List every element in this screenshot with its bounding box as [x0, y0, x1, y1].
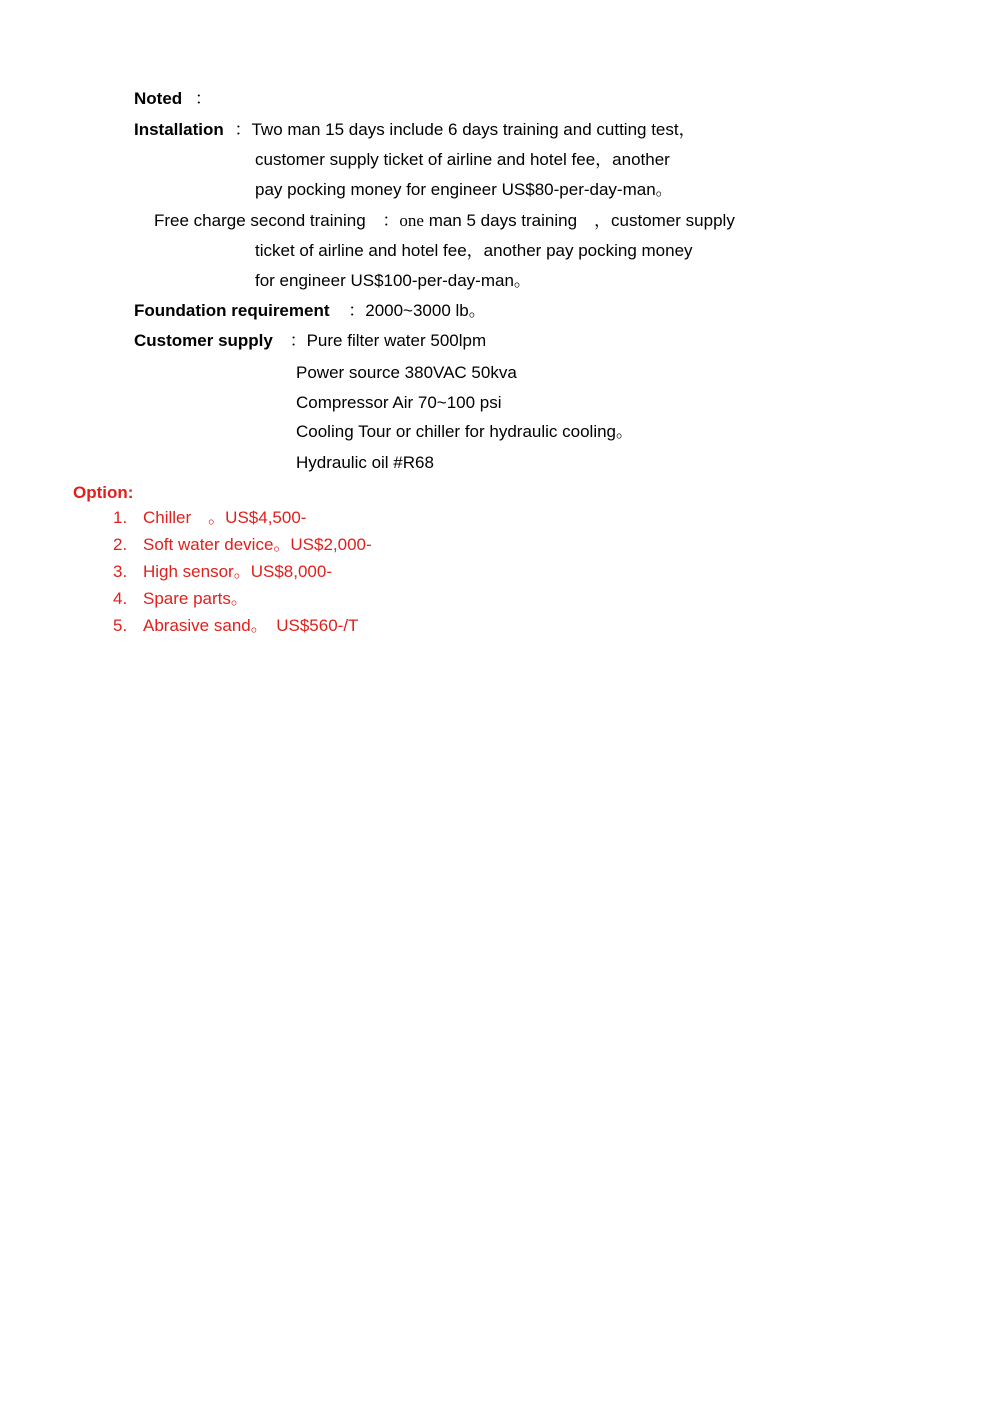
second-training-text-1: man 5 days training ，customer supply: [423, 211, 735, 230]
customer-supply-item-5: Hydraulic oil #R68: [296, 453, 434, 472]
option-item-text: Spare parts。: [143, 589, 248, 608]
option-item-text: Abrasive sand。 US$560-/T: [143, 616, 359, 635]
installation-label: Installation: [134, 120, 224, 139]
second-training-line-2: ticket of airline and hotel fee，another pay pocking money: [255, 241, 693, 260]
option-item: [113, 507, 306, 529]
customer-supply-item-4: Cooling Tour or chiller for hydraulic cooling。: [296, 422, 634, 441]
option-item-text: Chiller 。US$4,500-: [143, 508, 307, 527]
option-item-number: 1.: [113, 508, 128, 527]
foundation-label: Foundation requirement: [134, 301, 330, 320]
noted-heading: [134, 88, 212, 110]
option-item: [113, 534, 372, 556]
option-item-number: 3.: [113, 562, 128, 581]
customer-supply-item-1: ：Pure filter water 500lpm: [289, 331, 487, 350]
option-item-number: 2.: [113, 535, 128, 554]
second-training-label: Free charge second training: [154, 211, 366, 230]
customer-supply-line-1: [134, 330, 486, 352]
option-item: [113, 588, 248, 610]
option-item: [113, 615, 358, 637]
customer-supply-item-2: Power source 380VAC 50kva: [296, 363, 517, 382]
option-heading: Option:: [73, 483, 134, 502]
installation-line-3: pay pocking money for engineer US$80-per-day-man。: [255, 180, 673, 199]
option-item-number: 4.: [113, 589, 128, 608]
option-item-text: Soft water device。US$2,000-: [143, 535, 372, 554]
foundation-line: [134, 300, 486, 322]
noted-label: Noted: [134, 89, 183, 108]
installation-text-1: ：Two man 15 days include 6 days training and cutting test，: [234, 120, 696, 139]
second-training-one: one: [399, 211, 424, 230]
installation-line-2: customer supply ticket of airline and hotel fee，another: [255, 150, 670, 169]
option-item-text: High sensor。US$8,000-: [143, 562, 332, 581]
installation-line-1: [134, 119, 696, 141]
customer-supply-label: Customer supply: [134, 331, 273, 350]
second-training-colon: ：: [382, 211, 400, 230]
option-item-number: 5.: [113, 616, 128, 635]
noted-colon: ：: [194, 89, 212, 108]
second-training-line-3: for engineer US$100-per-day-man。: [255, 271, 531, 290]
customer-supply-item-3: Compressor Air 70~100 psi: [296, 393, 502, 412]
foundation-value: ：2000~3000 lb。: [348, 301, 486, 320]
option-item: [113, 561, 332, 583]
second-training-line-1: [154, 210, 735, 232]
